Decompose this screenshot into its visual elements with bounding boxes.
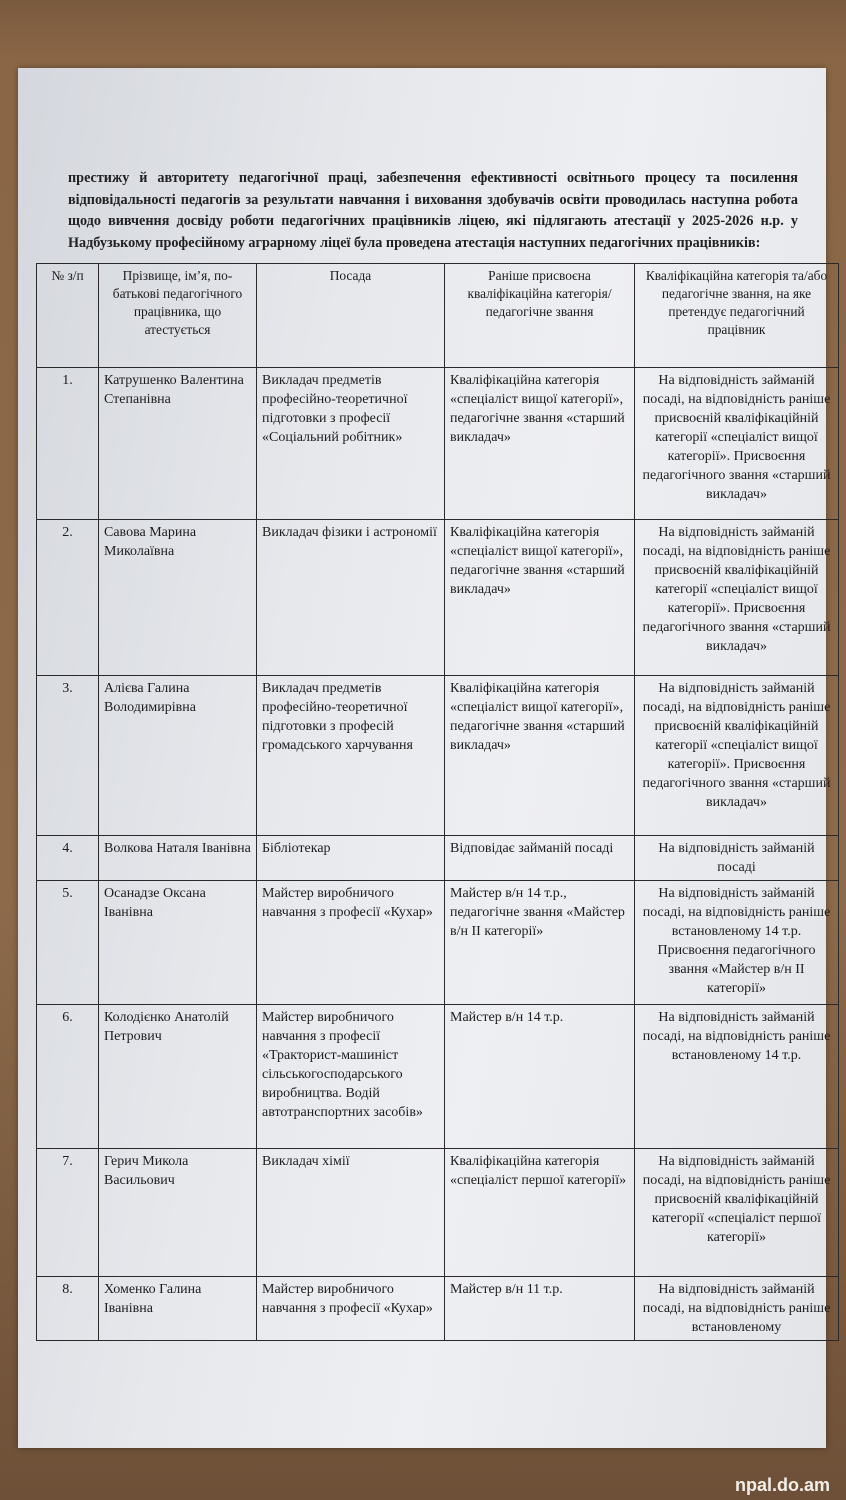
row-name: Колодієнко Анатолій Петрович: [99, 1005, 257, 1149]
attestation-table: [36, 263, 839, 1341]
row-previous: Кваліфікаційна категорія «спеціаліст вищої категорії», педагогічне звання «старший викладач»: [445, 676, 635, 836]
header-previous: Раніше присвоєна кваліфікаційна категорія/ педагогічне звання: [445, 264, 635, 368]
row-previous: Кваліфікаційна категорія «спеціаліст вищої категорії», педагогічне звання «старший викладач»: [445, 520, 635, 676]
header-name: Прізвище, ім’я, по-батькові педагогічного працівника, що атестується: [99, 264, 257, 368]
row-num: 4.: [37, 836, 99, 881]
table-header-row: [37, 264, 839, 368]
table-row: [37, 836, 839, 881]
row-name: Осанадзе Оксана Іванівна: [99, 881, 257, 1005]
row-num: 7.: [37, 1149, 99, 1277]
row-previous: Майстер в/н 14 т.р., педагогічне звання «Майстер в/н ІІ категорії»: [445, 881, 635, 1005]
table-row: [37, 1277, 839, 1341]
row-name: Волкова Наталя Іванівна: [99, 836, 257, 881]
row-claim: На відповідність займаній посаді: [635, 836, 839, 881]
row-position: Викладач фізики і астрономії: [257, 520, 445, 676]
row-claim: На відповідність займаній посаді, на відповідність раніше встановленому: [635, 1277, 839, 1341]
table-row: [37, 676, 839, 836]
table-row: [37, 368, 839, 520]
row-num: 1.: [37, 368, 99, 520]
row-name: Герич Микола Васильович: [99, 1149, 257, 1277]
row-name: Хоменко Галина Іванівна: [99, 1277, 257, 1341]
row-position: Викладач предметів професійно-теоретичної підготовки з професій громадського харчування: [257, 676, 445, 836]
row-claim: На відповідність займаній посаді, на відповідність раніше присвоєній кваліфікаційній категорії «спеціаліст вищої категорії». Присвоєння педагогічного звання «старший викладач»: [635, 368, 839, 520]
table-row: [37, 881, 839, 1005]
row-num: 8.: [37, 1277, 99, 1341]
row-claim: На відповідність займаній посаді, на відповідність раніше присвоєній кваліфікаційній категорії «спеціаліст першої категорії»: [635, 1149, 839, 1277]
row-position: Викладач предметів професійно-теоретичної підготовки з професії «Соціальний робітник»: [257, 368, 445, 520]
row-previous: Відповідає займаній посаді: [445, 836, 635, 881]
header-position: Посада: [257, 264, 445, 368]
row-num: 2.: [37, 520, 99, 676]
row-position: Викладач хімії: [257, 1149, 445, 1277]
row-position: Бібліотекар: [257, 836, 445, 881]
row-position: Майстер виробничого навчання з професії «Кухар»: [257, 1277, 445, 1341]
row-num: 5.: [37, 881, 99, 1005]
row-claim: На відповідність займаній посаді, на відповідність раніше встановленому 14 т.р. Присвоєння педагогічного звання «Майстер в/н ІІ категорії»: [635, 881, 839, 1005]
header-claim: Кваліфікаційна категорія та/або педагогічне звання, на яке претендує педагогічний працівник: [635, 264, 839, 368]
intro-paragraph: престижу й авторитету педагогічної праці, забезпечення ефективності освітнього процесу та посилення відповідальності педагогів за результати навчання і виховання здобувачів освіти проводилась наступна робота щодо вивчення досвіду роботи педагогічних працівників ліцею, які підлягають атестації у 2025-2026 н.р. у Надбузькому професійному аграрному ліцеї була проведена атестація наступних педагогічних працівників:: [68, 170, 798, 251]
header-num: № з/п: [37, 264, 99, 368]
table-row: [37, 1149, 839, 1277]
table-row: [37, 1005, 839, 1149]
site-watermark: npal.do.am: [734, 1475, 830, 1495]
row-name: Катрушенко Валентина Степанівна: [99, 368, 257, 520]
table-row: [37, 520, 839, 676]
row-claim: На відповідність займаній посаді, на відповідність раніше присвоєній кваліфікаційній категорії «спеціаліст вищої категорії». Присвоєння педагогічного звання «старший викладач»: [635, 520, 839, 676]
row-num: 3.: [37, 676, 99, 836]
row-position: Майстер виробничого навчання з професії «Тракторист-машиніст сільськогосподарського виробництва. Водій автотранспортних засобів»: [257, 1005, 445, 1149]
row-previous: Кваліфікаційна категорія «спеціаліст вищої категорії», педагогічне звання «старший викладач»: [445, 368, 635, 520]
row-position: Майстер виробничого навчання з професії «Кухар»: [257, 881, 445, 1005]
row-previous: Майстер в/н 11 т.р.: [445, 1277, 635, 1341]
row-name: Алієва Галина Володимирівна: [99, 676, 257, 836]
row-previous: Кваліфікаційна категорія «спеціаліст першої категорії»: [445, 1149, 635, 1277]
row-claim: На відповідність займаній посаді, на відповідність раніше встановленому 14 т.р.: [635, 1005, 839, 1149]
row-num: 6.: [37, 1005, 99, 1149]
row-name: Савова Марина Миколаївна: [99, 520, 257, 676]
row-previous: Майстер в/н 14 т.р.: [445, 1005, 635, 1149]
row-claim: На відповідність займаній посаді, на відповідність раніше присвоєній кваліфікаційній категорії «спеціаліст вищої категорії». Присвоєння педагогічного звання «старший викладач»: [635, 676, 839, 836]
